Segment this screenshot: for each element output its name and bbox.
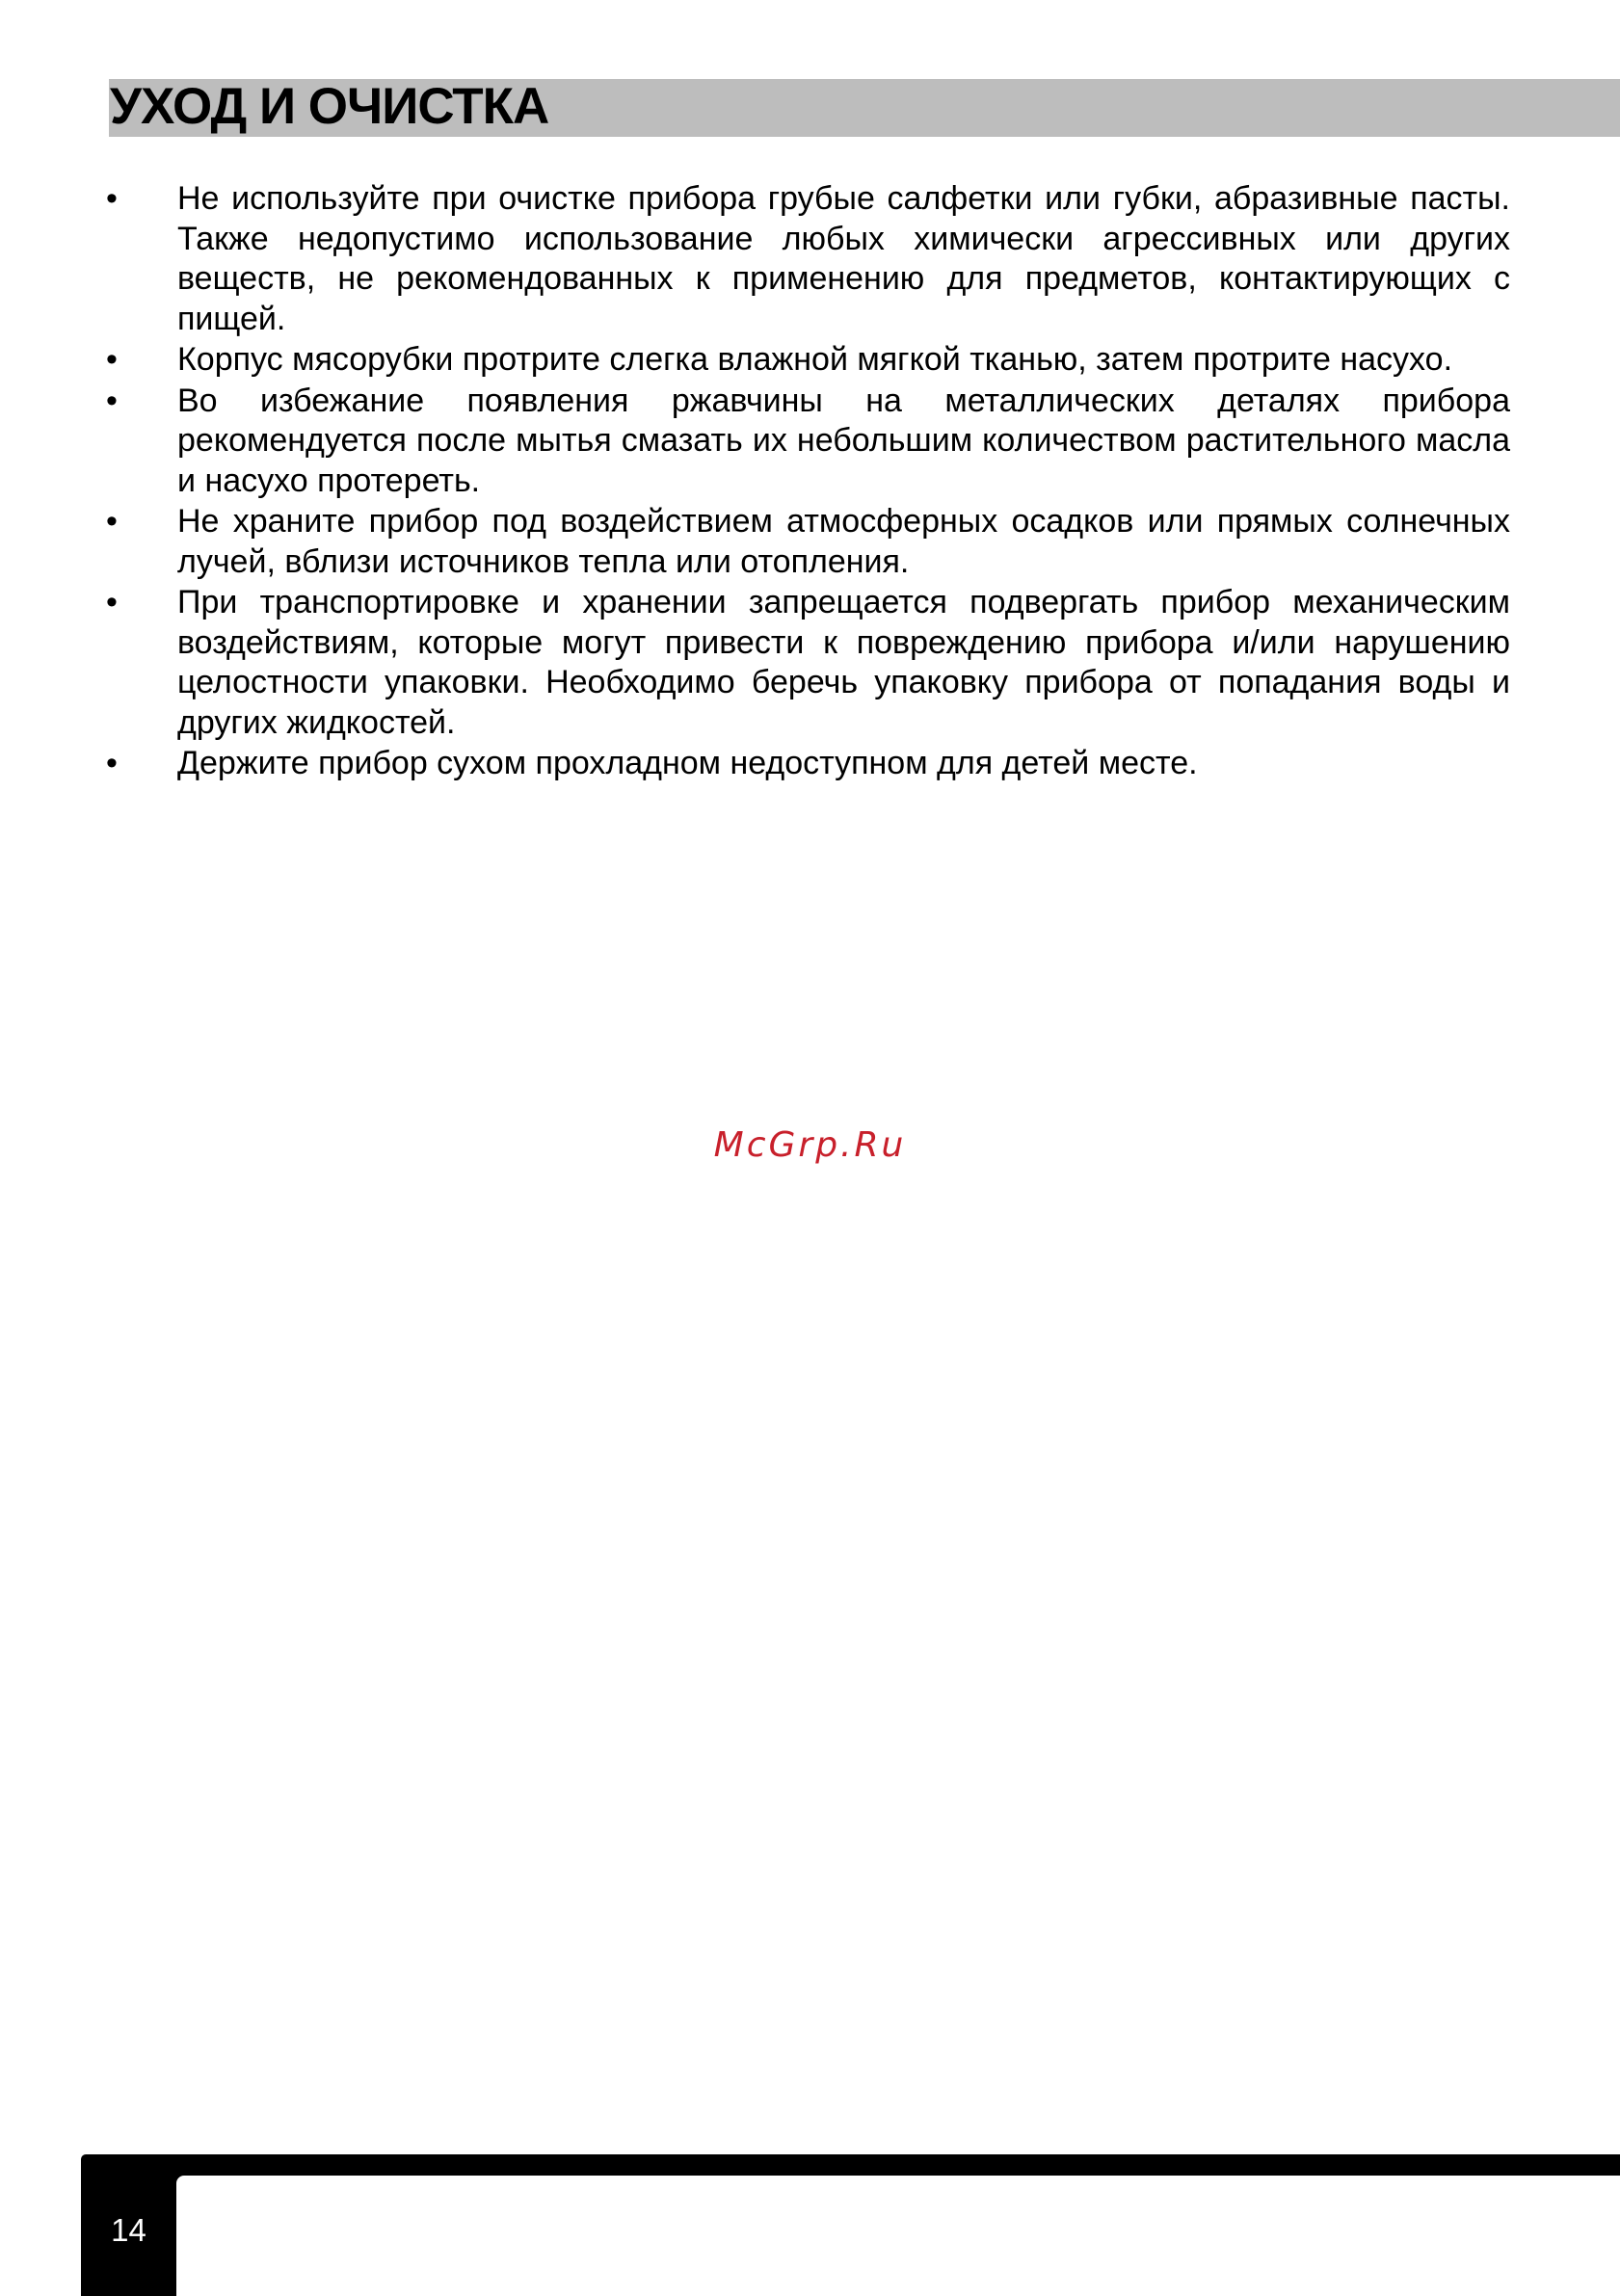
bullet-icon: • <box>106 180 118 217</box>
page-number: 14 <box>111 2212 146 2248</box>
bullet-icon: • <box>106 503 118 540</box>
list-item <box>106 502 1510 582</box>
bullet-icon: • <box>106 584 118 620</box>
bullet-icon: • <box>106 382 118 419</box>
section-title: УХОД И ОЧИСТКА <box>110 78 549 135</box>
list-item <box>106 744 1510 784</box>
list-item <box>106 583 1510 743</box>
list-item <box>106 340 1510 381</box>
footer-panel <box>176 2176 1620 2296</box>
list-item-text: Не используйте при очистке прибора грубые салфетки или губки, абразивные пасты. Также недопустимо использование любых химически агрессивных или других веществ, не рекомендованных к применению для предметов, контактирующих с пищей. <box>177 180 1510 337</box>
list-item-text: Во избежание появления ржавчины на металлических деталях прибора рекомендуется после мытья смазать их небольшим количеством растительного масла и насухо протереть. <box>177 382 1510 499</box>
list-item-text: Не храните прибор под воздействием атмосферных осадков или прямых солнечных лучей, вблизи источников тепла или отопления. <box>177 503 1510 580</box>
list-item-text: Держите прибор сухом прохладном недоступном для детей месте. <box>177 745 1198 781</box>
watermark: McGrp.Ru <box>713 1125 907 1165</box>
list-item <box>106 382 1510 502</box>
list-item <box>106 179 1510 339</box>
list-item-text: Корпус мясорубки протрите слегка влажной мягкой тканью, затем протрите насухо. <box>177 341 1453 378</box>
bullet-icon: • <box>106 341 118 378</box>
bullet-icon: • <box>106 745 118 781</box>
care-instructions-list <box>106 179 1510 785</box>
list-item-text: При транспортировке и хранении запрещается подвергать прибор механическим воздействиям, которые могут привести к повреждению прибора и/или нарушению целостности упаковки. Необходимо беречь упаковку прибора от попадания воды и других жидкостей. <box>177 584 1510 741</box>
